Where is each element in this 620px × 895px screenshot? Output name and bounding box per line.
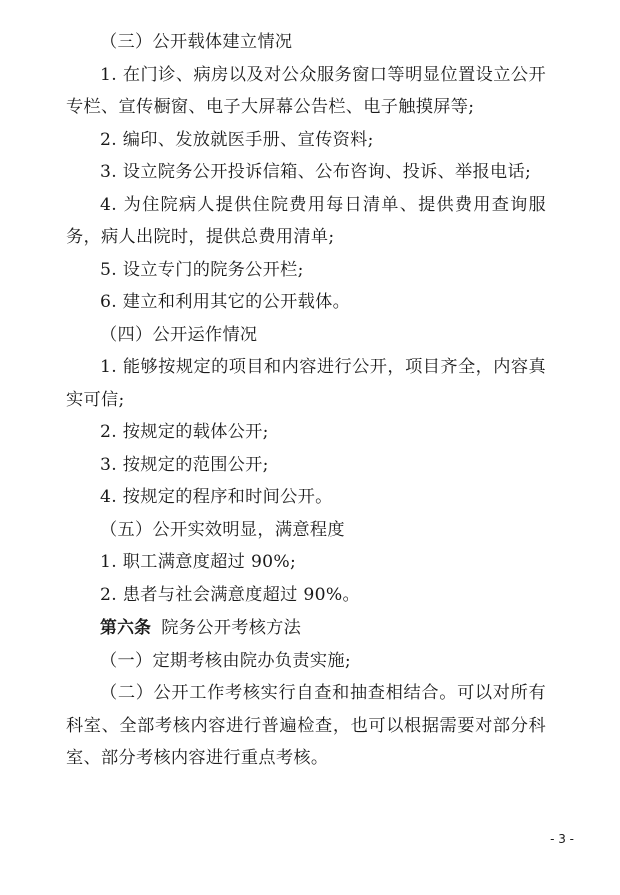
list-item-carrier-5: 5. 设立专门的院务公开栏; [100,259,304,280]
list-item-operation-2: 2. 按规定的载体公开; [100,422,269,442]
list-item-operation-3: 3. 按规定的范围公开; [100,454,269,475]
page-number: - 3 - [550,832,574,846]
list-item-operation-1: 1. 能够按规定的项目和内容进行公开，项目齐全，内容真实可信; [66,357,546,410]
list-item-operation-4: 4. 按规定的程序和时间公开。 [100,487,333,507]
section-heading-satisfaction: （五）公开实效明显，满意程度 [100,519,345,540]
list-item-carrier-4: 4. 为住院病人提供住院费用每日清单、提供费用查询服务，病人出院时，提供总费用清单; [66,194,546,247]
document-body [66,26,546,775]
list-item-carrier-3: 3. 设立院务公开投诉信箱、公布咨询、投诉、举报电话; [100,162,532,182]
list-item-satisfaction-1: 1. 职工满意度超过 90%; [100,552,297,572]
list-item-carrier-1: 1. 在门诊、病房以及对公众服务窗口等明显位置设立公开专栏、宣传橱窗、电子大屏幕公告栏、电子触摸屏等; [66,64,546,117]
list-item-carrier-6: 6. 建立和利用其它的公开载体。 [100,292,351,312]
article-number: 第六条 [100,617,152,637]
list-item-assessment-2: （二）公开工作考核实行自查和抽查相结合。可以对所有科室、全部考核内容进行普遍检查，也可以根据需要对部分科室、部分考核内容进行重点考核。 [66,683,546,768]
list-item-satisfaction-2: 2. 患者与社会满意度超过 90%。 [100,584,360,605]
section-heading-operation: （四）公开运作情况 [100,324,258,345]
section-heading-carrier: （三）公开载体建立情况 [100,32,293,52]
list-item-carrier-2: 2. 编印、发放就医手册、宣传资料; [100,129,374,150]
list-item-assessment-1: （一）定期考核由院办负责实施; [100,650,351,671]
article-title: 院务公开考核方法 [161,618,302,638]
article-heading [66,611,546,645]
